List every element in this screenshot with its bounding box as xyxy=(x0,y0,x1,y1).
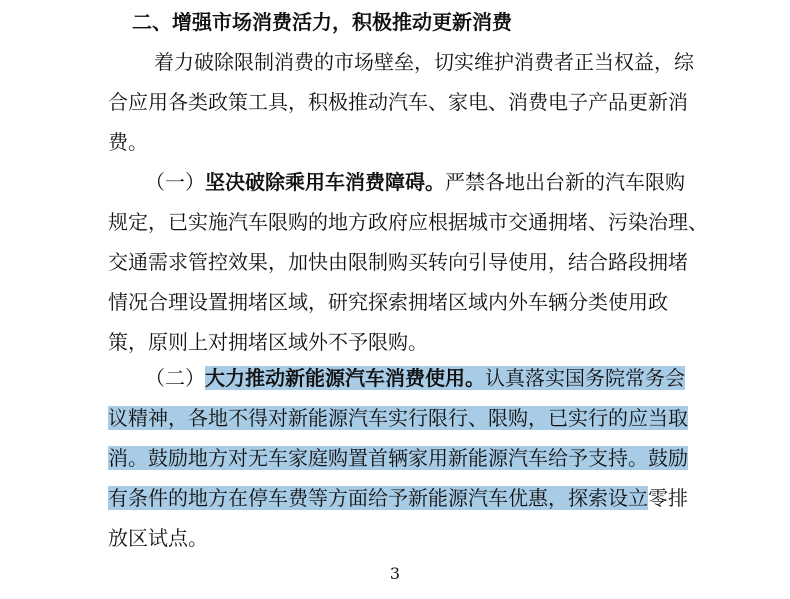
item2-line1-text: 认真落实国务院常务会 xyxy=(485,366,685,390)
item2-line3-text: 消。鼓励地方对无车家庭购置首辆家用新能源汽车给予支持。鼓励 xyxy=(108,446,688,470)
item2-line4-highlighted: 有条件的地方在停车费等方面给予新能源汽车优惠，探索设立 xyxy=(108,486,648,510)
item2-line-1 xyxy=(0,358,790,398)
item2-line4-rest: 零排 xyxy=(648,486,688,510)
section-title: 二、增强市场消费活力，积极推动更新消费 xyxy=(132,10,512,34)
item1-line1-text: 严禁各地出台新的汽车限购 xyxy=(445,170,685,194)
item2-line-5: 放区试点。 xyxy=(108,526,208,550)
item2-heading: 大力推动新能源汽车消费使用。 xyxy=(205,366,485,390)
item2-line2-text: 议精神，各地不得对新能源汽车实行限行、限购，已实行的应当取 xyxy=(108,406,688,430)
item1-line-2: 规定，已实施汽车限购的地方政府应根据城市交通拥堵、污染治理、 xyxy=(108,210,708,234)
item1-line-5: 策，原则上对拥堵区域外不予限购。 xyxy=(108,330,428,354)
item1-label: （一） xyxy=(145,170,205,194)
item1-line-1 xyxy=(0,162,790,202)
intro-line-2: 合应用各类政策工具，积极推动汽车、家电、消费电子产品更新消 xyxy=(108,90,688,114)
intro-line-3: 费。 xyxy=(108,130,148,154)
item2-label: （二） xyxy=(145,366,205,390)
item1-line-4: 情况合理设置拥堵区域，研究探索拥堵区域内外车辆分类使用政 xyxy=(108,290,668,314)
intro-line-1: 着力破除限制消费的市场壁垒，切实维护消费者正当权益，综 xyxy=(154,50,694,74)
page-number: 3 xyxy=(389,564,401,583)
item2-line-4 xyxy=(0,478,790,518)
item1-heading: 坚决破除乘用车消费障碍。 xyxy=(205,170,445,194)
item2-line-3 xyxy=(0,438,790,478)
item2-line-2 xyxy=(0,398,790,438)
item1-line-3: 交通需求管控效果，加快由限制购买转向引导使用，结合路段拥堵 xyxy=(108,250,688,274)
